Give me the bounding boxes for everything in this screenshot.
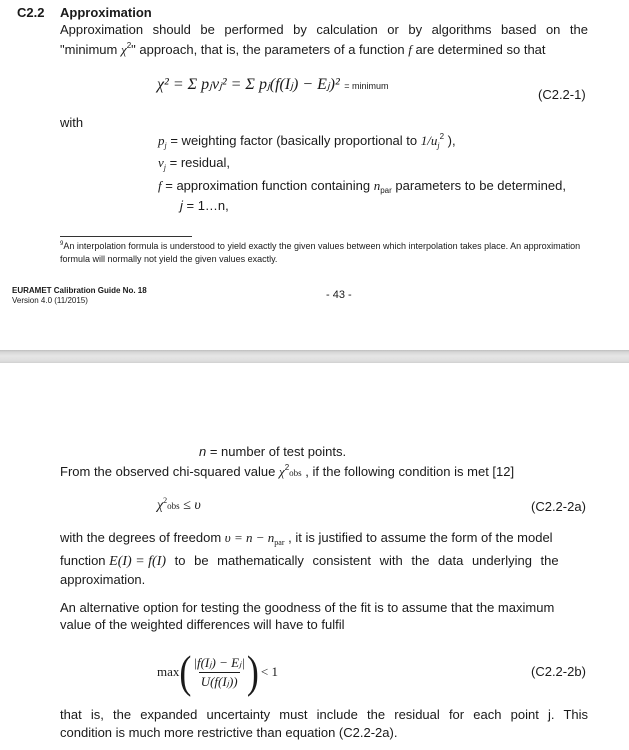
fraction	[191, 655, 247, 690]
footnote-line-1: $^9$An interpolation formula is understood to yield exactly the given values between which interpolation takes place. An approximation	[60, 241, 581, 251]
footer-version: Version 4.0 (11/2015)	[12, 296, 88, 305]
definition-f: f = approximation function containing $n_{par}$ parameters to be determined,	[158, 178, 566, 195]
dof-line: with the degrees of freedom $\upsilon = n - n_{par}$ , it is justified to assume the form of the model	[60, 530, 553, 547]
conclusion-line-2: condition is much more restrictive than equation (C2.2-2a).	[60, 725, 398, 740]
observed-chi-line: From the observed chi-squared value $\chi^2obs$ , if the following condition is met [12]	[60, 463, 515, 479]
equation-number-c2-2-1: (C2.2-1)	[538, 87, 586, 102]
definition-j: j = 1…n,	[180, 198, 229, 213]
with-label: with	[60, 115, 84, 130]
page-break-separator	[0, 350, 629, 363]
conclusion-line-1: that is, the expanded uncertainty must include the residual for each point j. This	[60, 707, 588, 722]
left-paren: (	[179, 647, 192, 697]
less-than-one: < 1	[260, 664, 278, 679]
right-paren: )	[246, 647, 259, 697]
equation-c2-2-2b	[157, 646, 278, 698]
definition-v: $v_j$ = residual,	[158, 155, 230, 172]
intro-line-2: "minimum $\chi^2$" approach, that is, the parameters of a function f are determined so that	[60, 41, 546, 57]
equation-c2-2-1	[157, 74, 389, 94]
footnote-marker: 9	[60, 241, 64, 247]
function-line: function E(I) = f(I) to be mathematically consistent with the data underlying the	[60, 553, 559, 569]
n-definition: n = number of test points.	[199, 444, 347, 459]
equation-number-c2-2-2a: (C2.2-2a)	[531, 499, 586, 514]
footnote-divider	[60, 236, 192, 237]
section-number: C2.2	[17, 5, 45, 20]
intro-line-1: Approximation should be performed by calculation or by algorithms based on the	[60, 22, 588, 37]
minimum-label: = minimum	[344, 81, 389, 91]
equation-number-c2-2-2b: (C2.2-2b)	[531, 664, 586, 679]
definition-p: $p_j$ = weighting factor (basically proportional to $1/u_j^2$ ),	[158, 132, 456, 150]
alternative-line-2: value of the weighted differences will have to fulfil	[60, 617, 345, 632]
footer-guide-title: EURAMET Calibration Guide No. 18	[12, 286, 147, 295]
footnote-line-2: formula will normally not yield the given values exactly.	[60, 254, 278, 264]
equation-c2-2-2a: $\chi^2obs \le \upsilon$	[157, 496, 201, 513]
chi-symbol: χ	[120, 42, 127, 57]
fraction-denominator: U(f(Iⱼ))	[200, 673, 238, 689]
section-title: Approximation	[60, 5, 152, 20]
max-operator: max	[157, 664, 180, 679]
approximation-line: approximation.	[60, 572, 146, 587]
equation-formula: χ² = Σ pⱼvⱼ² = Σ pⱼ(f(Iⱼ) − Eⱼ)²	[157, 76, 340, 93]
fraction-numerator: |f(Iⱼ) − Eⱼ|	[193, 654, 245, 670]
alternative-line-1: An alternative option for testing the goodness of the fit is to assume that the maximum	[60, 600, 555, 615]
page-number: - 43 -	[326, 289, 352, 301]
